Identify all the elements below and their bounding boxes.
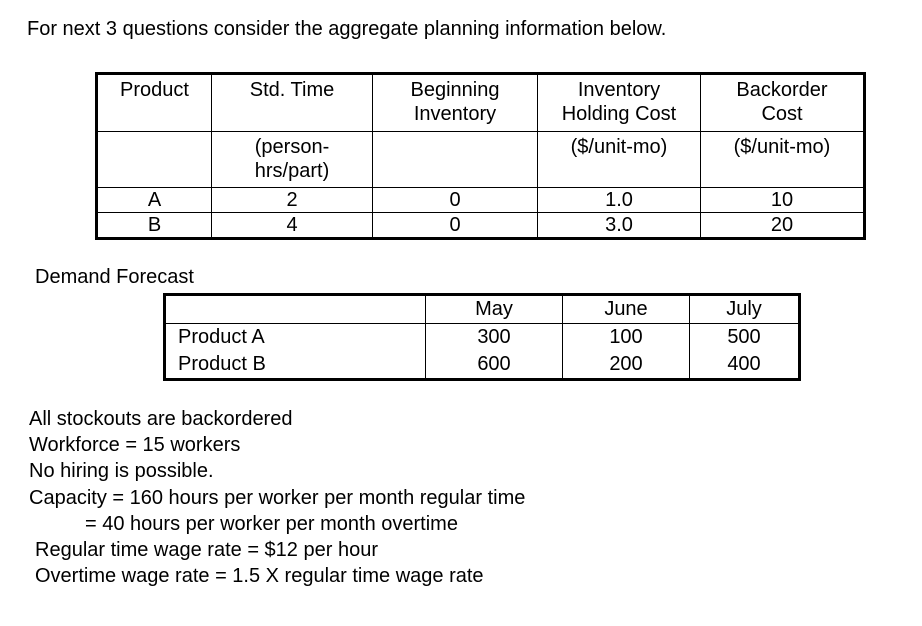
assumptions-notes <box>29 406 525 589</box>
month-june: June <box>563 295 690 324</box>
units-beginning-inventory <box>373 132 538 188</box>
units-inventory-holding-cost: ($/unit-mo) <box>538 132 701 188</box>
product-table-header-row <box>97 74 865 132</box>
page-heading: For next 3 questions consider the aggregate planning information below. <box>27 18 667 40</box>
demand-forecast-table <box>163 293 801 381</box>
note-line: Workforce = 15 workers <box>29 434 241 457</box>
table-row <box>97 188 865 213</box>
month-may: May <box>426 295 563 324</box>
table-cell: 1.0 <box>538 188 701 213</box>
note-line: All stockouts are backordered <box>29 408 293 430</box>
demand-product-label: Product B <box>178 353 266 375</box>
table-cell: 3.0 <box>538 213 701 239</box>
demand-header-row <box>165 295 800 324</box>
table-cell: 0 <box>373 188 538 213</box>
table-cell: 20 <box>701 213 865 239</box>
demand-corner-cell <box>165 295 426 324</box>
units-backorder-cost: ($/unit-mo) <box>701 132 865 188</box>
demand-product-label: Product A <box>178 326 265 348</box>
note-line: = 40 hours per worker per month overtime <box>85 512 458 535</box>
note-line: Overtime wage rate = 1.5 X regular time wage rate <box>35 565 484 588</box>
header-inventory-holding-cost: Inventory Holding Cost <box>538 74 701 132</box>
table-cell: 600 <box>426 351 563 380</box>
table-cell: 200 <box>563 351 690 380</box>
table-cell: 400 <box>690 351 800 380</box>
table-cell: 4 <box>212 213 373 239</box>
product-table-units-row <box>97 132 865 188</box>
units-product <box>97 132 212 188</box>
table-cell: 500 <box>690 324 800 352</box>
product-table <box>95 72 866 240</box>
table-row <box>165 324 800 352</box>
header-backorder-cost: Backorder Cost <box>701 74 865 132</box>
month-july: July <box>690 295 800 324</box>
table-cell: B <box>97 213 212 239</box>
table-cell: 2 <box>212 188 373 213</box>
table-cell: 0 <box>373 213 538 239</box>
table-cell: 10 <box>701 188 865 213</box>
table-row <box>97 213 865 239</box>
note-line: Capacity = 160 hours per worker per month regular time <box>29 486 526 509</box>
demand-forecast-label: Demand Forecast <box>35 266 194 288</box>
header-std-time: Std. Time <box>212 74 373 132</box>
table-cell: 100 <box>563 324 690 352</box>
table-cell: 300 <box>426 324 563 352</box>
header-product: Product <box>97 74 212 132</box>
note-line: Regular time wage rate = $12 per hour <box>35 539 378 562</box>
header-beginning-inventory: Beginning Inventory <box>373 74 538 132</box>
table-row <box>165 351 800 380</box>
table-cell: A <box>97 188 212 213</box>
note-line: No hiring is possible. <box>29 460 214 483</box>
units-std-time: (person- hrs/part) <box>212 132 373 188</box>
